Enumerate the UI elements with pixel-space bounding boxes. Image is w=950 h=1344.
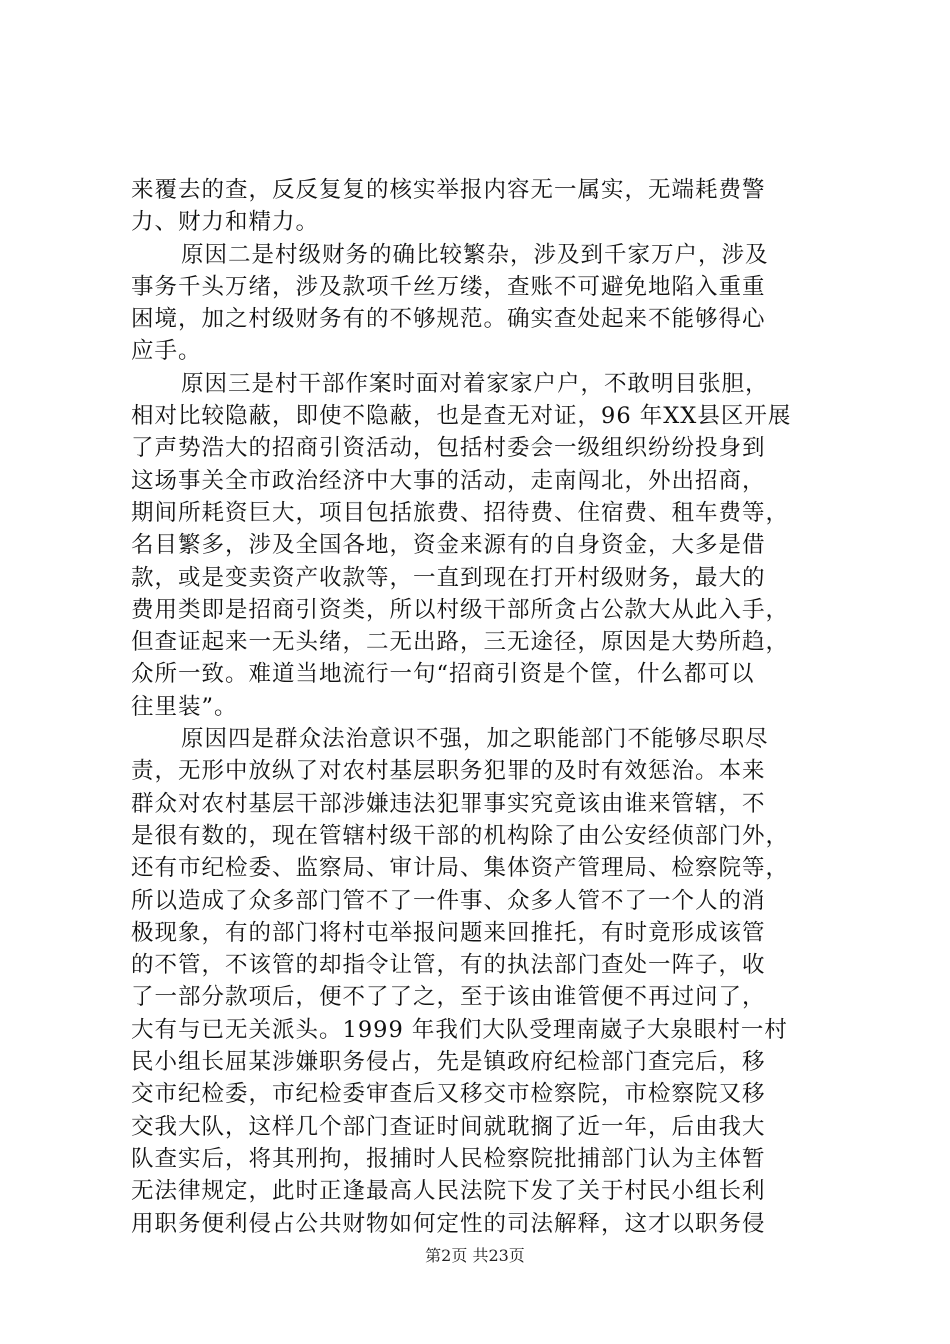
text-line: 但查证起来一无头绪，二无出路，三无途径，原因是大势所趋，	[131, 629, 790, 656]
text-line: 原因三是村干部作案时面对着家家户户，不敢明目张胆，	[181, 370, 769, 397]
text-line: 了声势浩大的招商引资活动，包括村委会一级组织纷纷投身到	[131, 435, 766, 462]
text-line: 费用类即是招商引资类，所以村级干部所贪占公款大从此入手，	[131, 596, 790, 623]
text-line: 力、财力和精力。	[131, 209, 320, 236]
text-line: 的不管，不该管的却指令让管，有的执法部门查处一阵子，收	[131, 952, 766, 979]
text-line: 大有与已无关派头。1999 年我们大队受理南崴子大泉眼村一村	[131, 1016, 788, 1043]
text-line: 事务千头万绪，涉及款项千丝万缕，查账不可避免地陷入重重	[131, 273, 766, 300]
text-line: 原因四是群众法治意识不强，加之职能部门不能够尽职尽	[181, 726, 769, 753]
text-line: 应手。	[131, 338, 202, 365]
text-line: 名目繁多，涉及全国各地，资金来源有的自身资金，大多是借	[131, 532, 766, 559]
text-line: 往里装”。	[131, 693, 238, 720]
text-line: 是很有数的，现在管辖村级干部的机构除了由公安经侦部门外，	[131, 822, 790, 849]
text-line: 还有市纪检委、监察局、审计局、集体资产管理局、检察院等，	[131, 855, 790, 882]
text-line: 款，或是变卖资产收款等，一直到现在打开村级财务，最大的	[131, 564, 766, 591]
text-line: 群众对农村基层干部涉嫌违法犯罪事实究竟该由谁来管辖，不	[131, 790, 766, 817]
text-line: 困境，加之村级财务有的不够规范。确实查处起来不能够得心	[131, 306, 766, 333]
text-line: 极现象，有的部门将村屯举报问题来回推托，有时竟形成该管	[131, 919, 766, 946]
page-footer: 第2页 共23页	[425, 1246, 525, 1265]
body-text	[131, 174, 831, 1240]
text-line: 无法律规定，此时正逢最高人民法院下发了关于村民小组长利	[131, 1178, 766, 1205]
text-line: 这场事关全市政治经济中大事的活动，走南闯北，外出招商，	[131, 467, 766, 494]
text-line: 众所一致。难道当地流行一句“招商引资是个筐，什么都可以	[131, 661, 755, 688]
text-line: 用职务便利侵占公共财物如何定性的司法解释，这才以职务侵	[131, 1210, 766, 1237]
text-line: 责，无形中放纵了对农村基层职务犯罪的及时有效惩治。本来	[131, 758, 766, 785]
text-line: 民小组长屈某涉嫌职务侵占，先是镇政府纪检部门查完后，移	[131, 1049, 766, 1076]
text-line: 来覆去的查，反反复复的核实举报内容无一属实，无端耗费警	[131, 177, 766, 203]
text-line: 交我大队，这样几个部门查证时间就耽搁了近一年，后由我大	[131, 1113, 766, 1140]
text-line: 原因二是村级财务的确比较繁杂，涉及到千家万户，涉及	[181, 241, 769, 268]
text-line: 期间所耗资巨大，项目包括旅费、招待费、住宿费、租车费等，	[131, 499, 790, 526]
text-line: 了一部分款项后，便不了了之，至于该由谁管便不再过问了，	[131, 984, 766, 1011]
text-line: 相对比较隐蔽，即使不隐蔽，也是查无对证，96 年XX县区开展	[131, 403, 792, 430]
text-line: 所以造成了众多部门管不了一件事、众多人管不了一个人的消	[131, 887, 766, 914]
text-line: 交市纪检委，市纪检委审查后又移交市检察院，市检察院又移	[131, 1081, 766, 1108]
text-line: 队查实后，将其刑拘，报捕时人民检察院批捕部门认为主体暂	[131, 1145, 766, 1172]
